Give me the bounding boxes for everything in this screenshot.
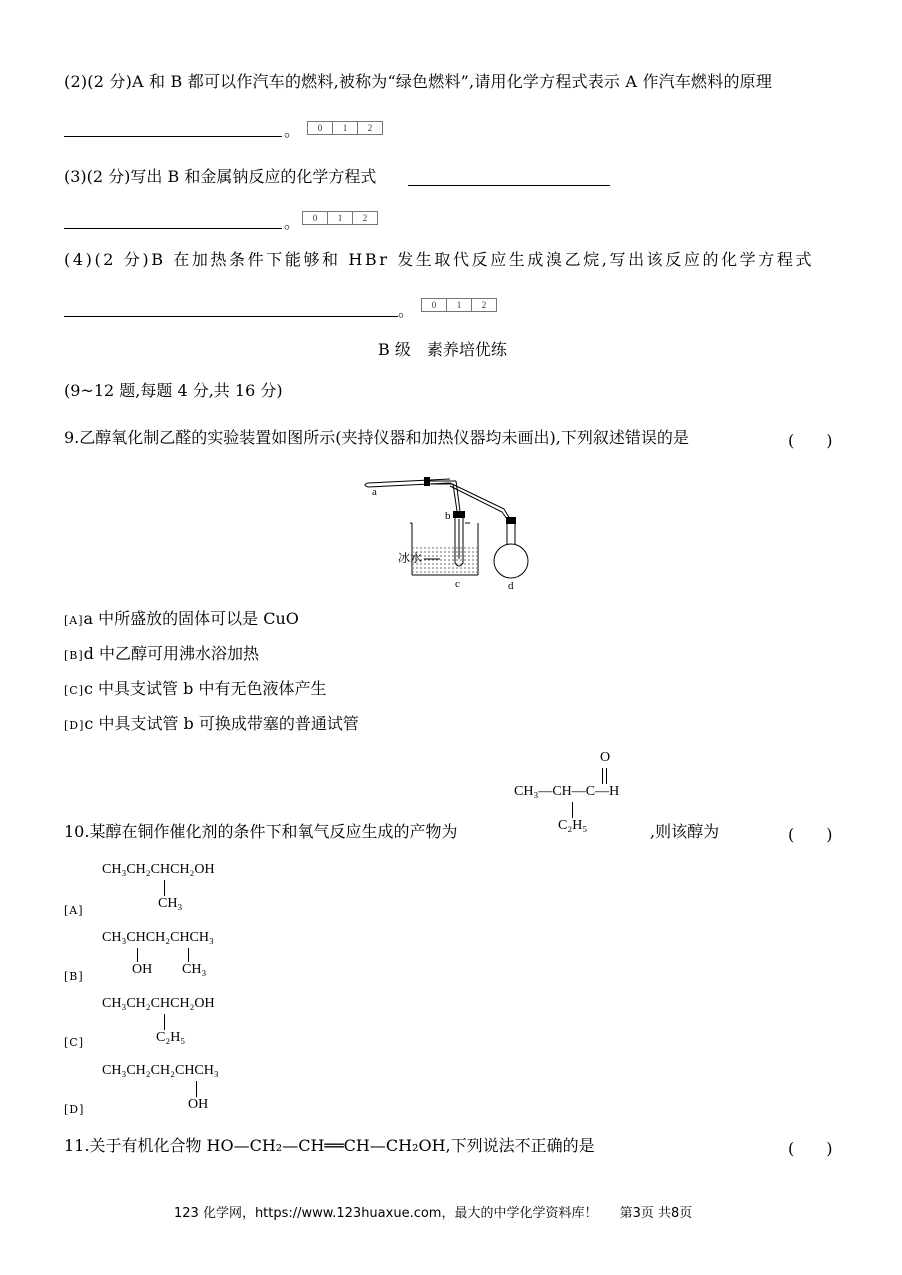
option-letter: [D] [64, 719, 85, 732]
option-text: a 中所盛放的固体可以是 CuO [83, 609, 299, 628]
answer-paren[interactable]: ( ) [788, 1139, 833, 1158]
branch-bond [164, 880, 165, 896]
double-bond [606, 768, 607, 784]
option-letter: [B] [64, 649, 84, 662]
q9-option-d[interactable] [64, 714, 359, 736]
branch-bond [572, 802, 573, 818]
label-ice-water: 冰水 [398, 551, 423, 565]
branch-bond [164, 1014, 165, 1030]
q8-part4-text: (4)(2 分)B 在加热条件下能够和 HBr 发生取代反应生成溴乙烷,写出该反应的化学方程式 [64, 250, 815, 269]
option-letter: [B] [64, 970, 84, 983]
q9-option-c[interactable] [64, 679, 326, 701]
label-a: a [372, 486, 377, 498]
q10-option-d[interactable] [64, 1063, 304, 1123]
section-title: B 级 素养培优练 [378, 340, 507, 359]
option-branch: CH₃ [158, 896, 183, 911]
score-2[interactable]: 2 [357, 122, 382, 134]
option-letter: [C] [64, 684, 84, 697]
answer-line[interactable] [64, 316, 398, 317]
score-0[interactable]: 0 [312, 213, 318, 223]
score-box[interactable] [421, 298, 497, 312]
branch-bond [137, 948, 138, 962]
product-branch: C₂H₅ [558, 818, 588, 833]
score-1[interactable]: 1 [327, 212, 352, 224]
product-formula [514, 750, 654, 840]
period: 。 [284, 121, 301, 140]
q8-part3-text: (3)(2 分)写出 B 和金属钠反应的化学方程式 [64, 167, 377, 186]
option-text: c 中具支试管 b 中有无色液体产生 [84, 679, 327, 698]
score-box[interactable] [302, 211, 378, 225]
answer-paren[interactable]: ( ) [788, 431, 833, 450]
label-b: b [445, 510, 451, 522]
footer-text: 123 化学网，https://www.123huaxue.com，最大的中学化学资料库！ [174, 1206, 598, 1221]
period: 。 [398, 301, 415, 320]
score-box[interactable] [307, 121, 383, 135]
footer [174, 1202, 692, 1221]
option-letter: [D] [64, 1103, 85, 1116]
apparatus-diagram [360, 467, 560, 597]
option-main: CH₃CH₂CHCH₂OH [102, 862, 215, 877]
option-letter: [C] [64, 1036, 84, 1049]
q10-option-b[interactable] [64, 930, 304, 990]
q9-option-a[interactable] [64, 609, 299, 631]
score-2[interactable]: 2 [352, 212, 377, 224]
answer-line[interactable] [64, 228, 282, 229]
answer-line[interactable] [408, 185, 610, 186]
option-letter: [A] [64, 904, 84, 917]
option-main: CH₃CH₂CH₂CHCH₃ [102, 1063, 219, 1078]
score-1[interactable]: 1 [446, 299, 471, 311]
product-main: CH₃—CH—C—H [514, 784, 620, 799]
score-2[interactable]: 2 [471, 299, 496, 311]
q10-option-a[interactable] [64, 862, 304, 922]
product-oxygen: O [600, 750, 611, 765]
option-main: CH₃CH₂CHCH₂OH [102, 996, 215, 1011]
page-number: 第3页 共8页 [619, 1206, 693, 1221]
q10-stem-end: ,则该醇为 [650, 822, 720, 841]
option-text: c 中具支试管 b 可换成带塞的普通试管 [84, 714, 359, 733]
label-d: d [508, 580, 514, 592]
option-branch-1: OH [132, 962, 153, 977]
answer-paren[interactable]: ( ) [788, 825, 833, 844]
q9-option-b[interactable] [64, 644, 259, 666]
period: 。 [284, 213, 301, 232]
q10-stem: 10.某醇在铜作催化剂的条件下和氧气反应生成的产物为 [64, 822, 458, 841]
score-0[interactable]: 0 [317, 123, 323, 133]
option-branch-2: CH₃ [182, 962, 207, 977]
q11-stem: 11.关于有机化合物 HO—CH₂—CH══CH—CH₂OH,下列说法不正确的是 [64, 1136, 595, 1155]
option-main: CH₃CHCH₂CHCH₃ [102, 930, 214, 945]
q9-stem: 9.乙醇氧化制乙醛的实验装置如图所示(夹持仪器和加热仪器均未画出),下列叙述错误的是 [64, 428, 689, 447]
q10-option-c[interactable] [64, 996, 304, 1056]
section-note: (9~12 题,每题 4 分,共 16 分) [64, 381, 283, 400]
score-0[interactable]: 0 [431, 300, 437, 310]
option-letter: [A] [64, 614, 84, 627]
double-bond [602, 768, 603, 784]
option-branch: OH [188, 1097, 209, 1112]
answer-line[interactable] [64, 136, 282, 137]
option-branch: C₂H₅ [156, 1030, 186, 1045]
branch-bond [188, 948, 189, 962]
score-1[interactable]: 1 [332, 122, 357, 134]
q8-part2-text: (2)(2 分)A 和 B 都可以作汽车的燃料,被称为“绿色燃料”,请用化学方程式表示 A 作汽车燃料的原理 [64, 72, 773, 91]
label-c: c [455, 578, 460, 590]
branch-bond [196, 1081, 197, 1097]
option-text: d 中乙醇可用沸水浴加热 [83, 644, 260, 663]
